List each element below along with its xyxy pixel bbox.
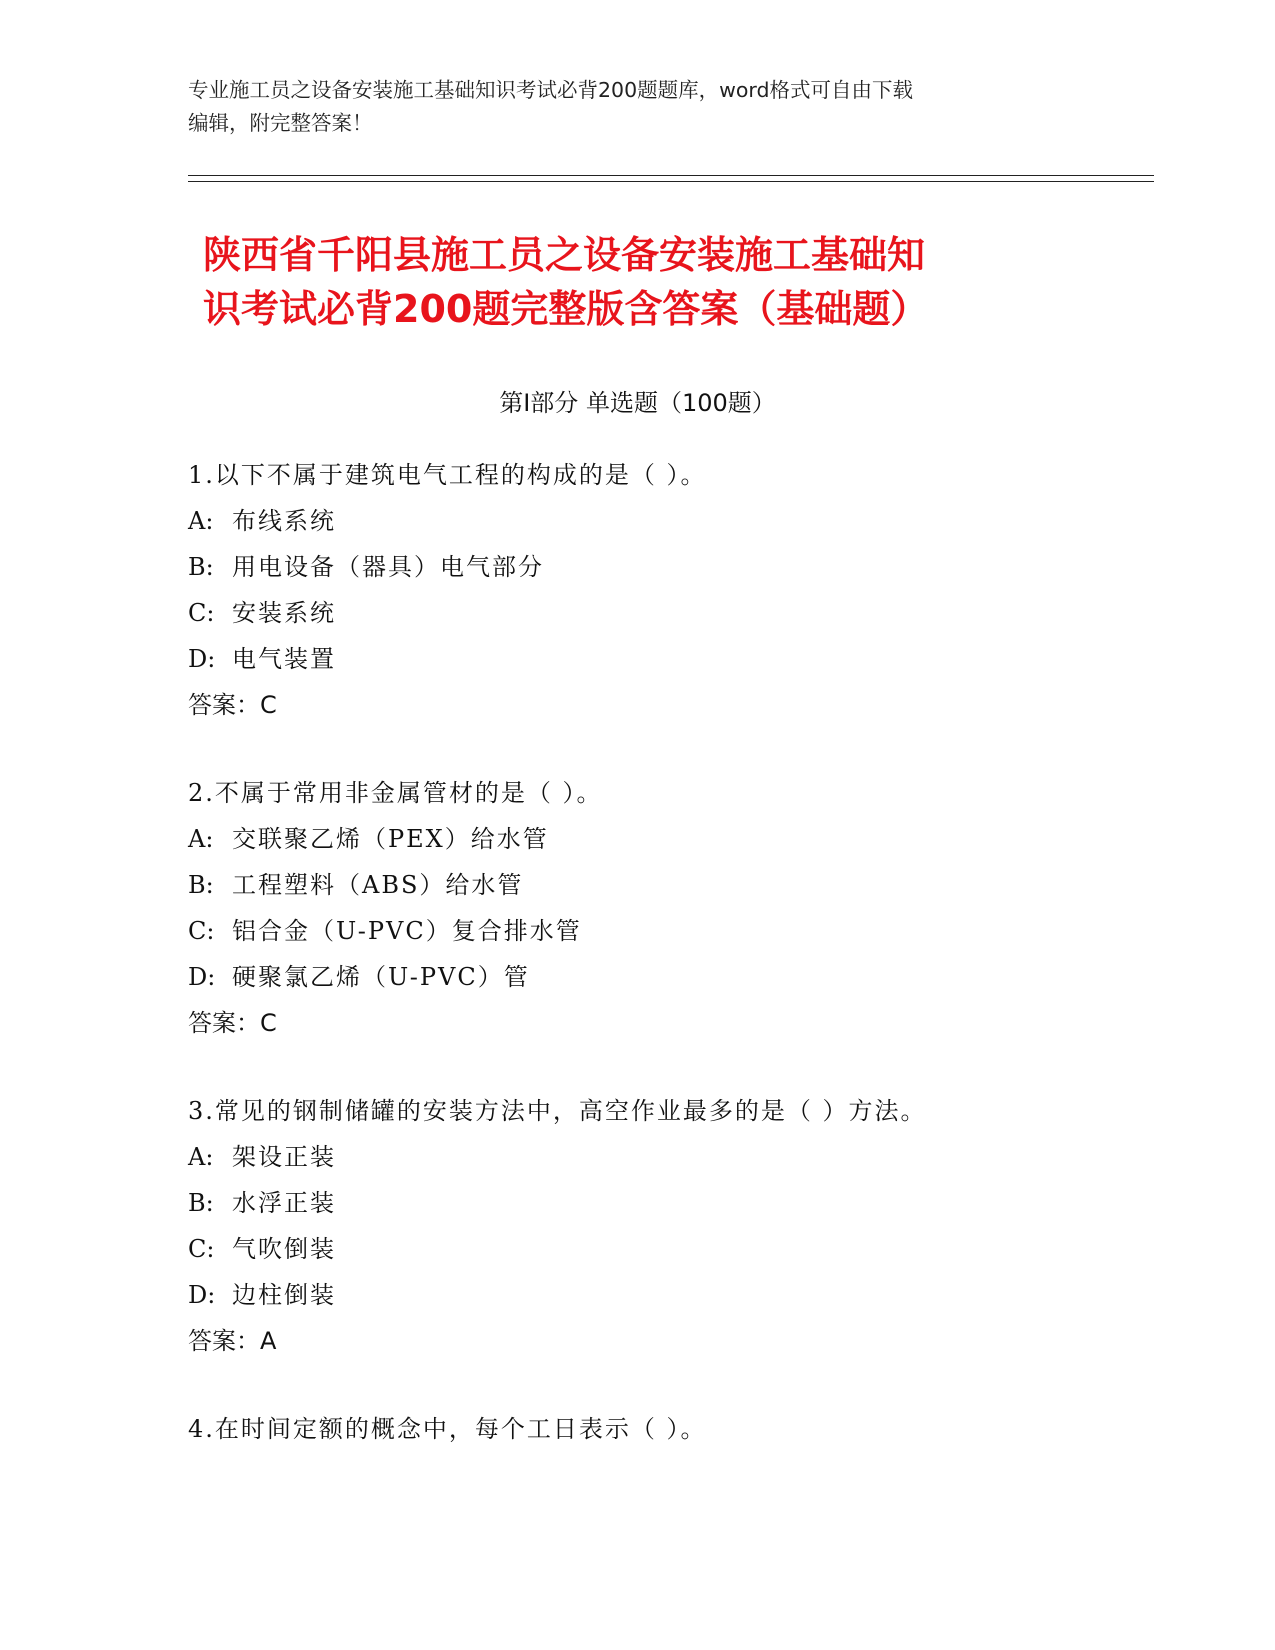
option-key: A: [188,1143,214,1171]
option-text: 工程塑料（ABS）给水管 [232,871,524,899]
option-text: 用电设备（器具）电气部分 [232,553,544,581]
option-a [188,498,1188,544]
answer-line: 答案：A [188,1327,277,1355]
option-d [188,1272,1188,1318]
option-text: 安装系统 [232,599,336,627]
option-text: 硬聚氯乙烯（U-PVC）管 [232,963,530,991]
question-2 [188,770,1188,1046]
option-text: 气吹倒装 [232,1235,336,1263]
option-d [188,954,1188,1000]
question-3 [188,1088,1188,1364]
option-a [188,816,1188,862]
question-1 [188,452,1188,728]
option-c [188,908,1188,954]
option-text: 布线系统 [232,507,336,535]
option-key: A: [188,507,214,535]
answer-line: 答案：C [188,1009,277,1037]
title-line-2: 识考试必背200题完整版含答案（基础题） [203,287,929,331]
option-key: C: [188,1235,215,1263]
option-key: C: [188,599,215,627]
option-c [188,1226,1188,1272]
option-text: 水浮正装 [232,1189,336,1217]
option-key: A: [188,825,214,853]
option-a [188,1134,1188,1180]
header-note-line-1: 专业施工员之设备安装施工基础知识考试必背200题题库，word格式可自由下载 [188,78,914,102]
answer-line: 答案：C [188,691,277,719]
option-b [188,862,1188,908]
option-key: B: [188,1189,214,1217]
option-key: B: [188,871,214,899]
question-stem: 1.以下不属于建筑电气工程的构成的是（ ）。 [188,461,707,489]
option-b [188,1180,1188,1226]
header-divider-top [188,175,1154,176]
question-stem: 4.在时间定额的概念中，每个工日表示（ ）。 [188,1415,707,1443]
question-stem: 3.常见的钢制储罐的安装方法中，高空作业最多的是（ ）方法。 [188,1097,927,1125]
option-key: B: [188,553,214,581]
title-line-1: 陕西省千阳县施工员之设备安装施工基础知 [203,233,926,277]
option-key: C: [188,917,215,945]
section-heading: 第Ⅰ部分 单选题（100题） [499,389,776,417]
option-text: 架设正装 [232,1143,336,1171]
option-key: D: [188,645,216,673]
option-text: 铝合金（U-PVC）复合排水管 [232,917,582,945]
option-text: 交联聚乙烯（PEX）给水管 [232,825,549,853]
header-divider-bottom [188,181,1154,182]
option-b [188,544,1188,590]
option-text: 电气装置 [232,645,336,673]
document-title [203,228,1103,336]
option-key: D: [188,963,216,991]
header-note-line-2: 编辑，附完整答案！ [188,111,373,135]
option-d [188,636,1188,682]
option-c [188,590,1188,636]
question-stem: 2.不属于常用非金属管材的是（ ）。 [188,779,603,807]
option-key: D: [188,1281,216,1309]
option-text: 边柱倒装 [232,1281,336,1309]
question-4 [188,1406,1188,1452]
document-header-note [188,74,1088,140]
